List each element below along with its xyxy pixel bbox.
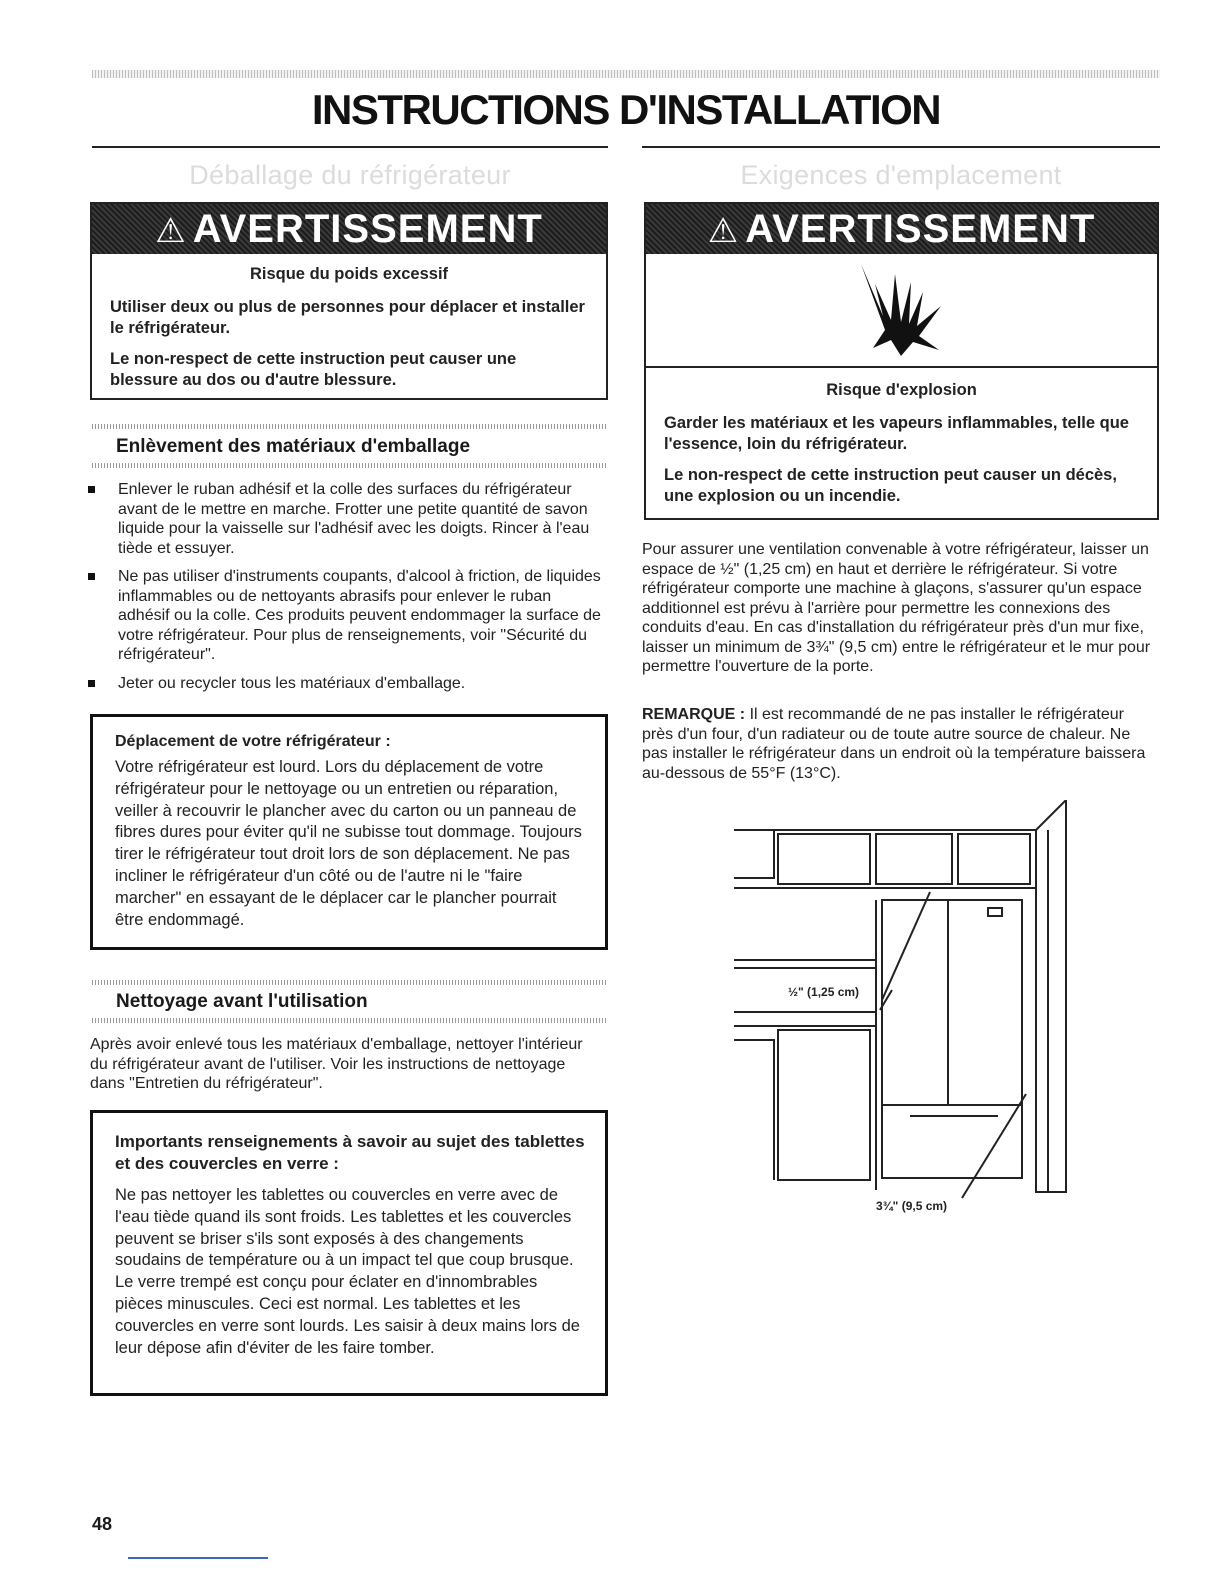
list-item: Enlever le ruban adhésif et la colle des surfaces du réfrigérateur avant de le mettre en marche. Frotter une petite quantité de savon liquide pour la vaisselle sur l'adhésif avec les doigts. Rincer à l'eau tiède et essuyer. xyxy=(88,480,604,558)
explosion-icon xyxy=(851,264,951,359)
warning-banner-label: AVERTISSEMENT xyxy=(192,207,543,251)
page-number: 48 xyxy=(92,1514,113,1534)
hazard-title: Risque d'explosion xyxy=(826,381,977,399)
list-item: Ne pas utiliser d'instruments coupants, d'alcool à friction, de liquides inflammables ou de nettoyants abrasifs pour enlever le ruban adhésif ou la colle. Ces produits peuvent endommager la surface de votre réfrigérateur. Pour plus de renseignements, voir "Sécurité du réfrigérateur". xyxy=(88,567,604,665)
left-rule xyxy=(92,146,608,148)
moving-note-text: Votre réfrigérateur est lourd. Lors du déplacement de votre réfrigérateur pour le nettoyage ou un entretien ou réparation, veiller à recouvrir le plancher avec du carton ou un panneau de fibres dures pour éviter qu'il ne subisse tout dommage. Toujours tirer le réfrigérateur tout droit lors de son déplacement. Ne pas incliner le réfrigérateur d'un côté ou de l'autre ni le "faire marcher" en essayant de le déplacer car le plancher pourrait être endommagé. xyxy=(115,758,582,929)
hazard-title: Risque du poids excessif xyxy=(249,265,449,283)
cleaning-text: Après avoir enlevé tous les matériaux d'emballage, nettoyer l'intérieur du réfrigérateur avant de l'utiliser. Voir les instructions de nettoyage dans "Entretien du réfrigérateur". xyxy=(90,1036,583,1092)
divider xyxy=(92,1018,608,1023)
divider xyxy=(92,424,608,429)
divider xyxy=(92,980,608,985)
removal-heading: Enlèvement des matériaux d'emballage xyxy=(116,436,471,457)
warning-banner-label: AVERTISSEMENT xyxy=(745,207,1096,251)
side-clearance-label: 3¾" (9,5 cm) xyxy=(876,1199,948,1213)
moving-note-title: Déplacement de votre réfrigérateur : xyxy=(115,733,391,750)
location-paragraph: Pour assurer une ventilation convenable à votre réfrigérateur, laisser un espace de ½" (1,25 cm) en haut et derrière le réfrigérateur. Si votre réfrigérateur comporte une machine à glaçons, s'assurer qu'un espace additionnel est prévu à l'arrière pour permettre les connexions des conduits d'eau. En cas d'installation du réfrigérateur près d'un mur fixe, laisser un minimum de 3¾" (9,5 cm) entre le réfrigérateur et le mur pour permettre l'ouverture de la porte. xyxy=(642,541,1151,675)
weight-warning-box xyxy=(90,202,608,400)
glass-note-text: Ne pas nettoyer les tablettes ou couvercles en verre avec de l'eau tiède quand ils sont froids. Les tablettes et les couvercles peuvent se briser s'ils sont exposés à des changements soudains de température ou à un impact tel que coup brusque. Le verre trempé est conçu pour éclater en d'innombrables pièces minuscules. Ceci est normal. Les tablettes et les couvercles en verre sont lourds. Les saisir à deux mains lors de leur dépose afin d'éviter de les faire tomber. xyxy=(115,1186,580,1357)
glass-note-title: Importants renseignements à savoir au sujet des tablettes et des couvercles en verre : xyxy=(115,1132,585,1173)
clearance-diagram xyxy=(726,800,1072,1220)
explosion-icon-area xyxy=(646,254,1157,368)
footer-line xyxy=(128,1557,268,1559)
header-band xyxy=(92,70,1160,78)
section-heading-unpacking: Déballage du réfrigérateur xyxy=(189,160,511,190)
divider xyxy=(92,463,608,468)
warning-triangle-icon: ⚠ xyxy=(155,212,187,250)
right-rule xyxy=(642,146,1160,148)
location-note xyxy=(642,705,1156,783)
warning-line-2: Le non-respect de cette instruction peut causer une blessure au dos ou d'autre blessure. xyxy=(110,350,517,389)
warning-banner xyxy=(646,204,1157,254)
removal-list xyxy=(88,480,604,702)
moving-note-box xyxy=(90,714,608,950)
warning-line-1: Utiliser deux ou plus de personnes pour déplacer et installer le réfrigérateur. xyxy=(110,298,585,337)
note-label: REMARQUE : xyxy=(642,706,746,723)
warning-line-2: Le non-respect de cette instruction peut causer un décès, une explosion ou un incendie. xyxy=(664,466,1117,505)
warning-line-1: Garder les matériaux et les vapeurs inflammables, telle que l'essence, loin du réfrigérateur. xyxy=(664,414,1129,453)
note-text: Il est recommandé de ne pas installer le réfrigérateur près d'un four, d'un radiateur ou de toute autre source de chaleur. Ne pas installer le réfrigérateur dans un endroit où la température baissera au-dessous de 55°F (13°C). xyxy=(642,706,1146,782)
section-heading-location: Exigences d'emplacement xyxy=(740,160,1062,190)
glass-note-box xyxy=(90,1110,608,1396)
warning-triangle-icon: ⚠ xyxy=(707,212,740,250)
warning-banner xyxy=(92,204,606,254)
cleaning-heading: Nettoyage avant l'utilisation xyxy=(116,991,368,1012)
list-item: Jeter ou recycler tous les matériaux d'emballage. xyxy=(88,674,604,694)
explosion-warning-box xyxy=(644,202,1159,520)
top-clearance-label: ½" (1,25 cm) xyxy=(788,985,860,999)
page-title: INSTRUCTIONS D'INSTALLATION xyxy=(311,86,941,133)
